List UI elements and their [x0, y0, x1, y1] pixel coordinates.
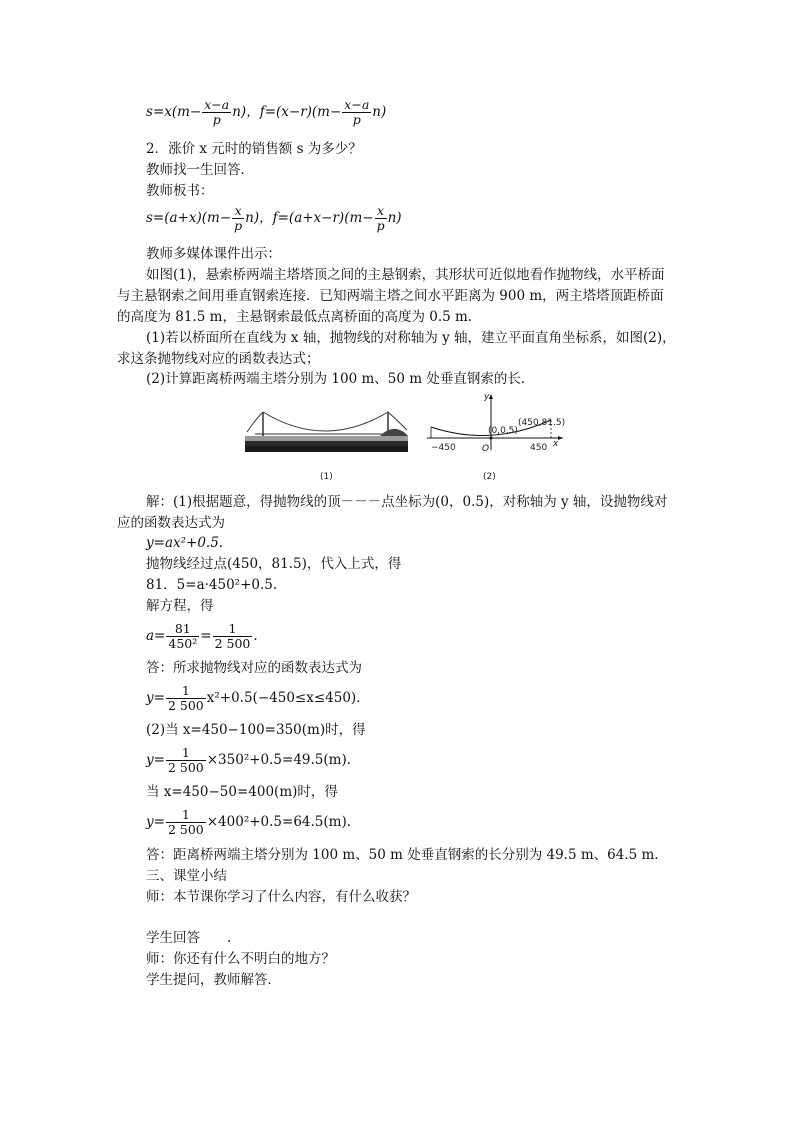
- fraction: $\frac{x}{p}$: [376, 203, 385, 233]
- text-line: 学生提问，教师解答．: [146, 972, 281, 988]
- solution-formula-y: y= $\frac{1}{2 500}$ x²+0.5(−450≤x≤450).: [146, 683, 361, 713]
- question-2: 2．涨价 x 元时的销售额 s 为多少？: [146, 141, 362, 157]
- axis-label: y: [484, 392, 490, 402]
- text-line: 学生回答 .: [146, 930, 232, 946]
- solution-line: (2)当 x=450−100=350(m)时，得: [146, 722, 366, 738]
- bridge-figure: [245, 388, 575, 493]
- fraction: $\frac{1}{2 500}$: [214, 621, 251, 651]
- text-line: 教师找一生回答．: [146, 162, 254, 178]
- problem-part-1: 求这条抛物线对应的函数表达式；: [117, 351, 320, 367]
- problem-part-2: (2)计算距离桥两端主塔分别为 100 m、50 m 处垂直钢索的长．: [146, 371, 535, 387]
- solution-line: 解方程，得: [146, 598, 214, 614]
- solution-line: 应的函数表达式为: [117, 515, 225, 531]
- problem-paragraph-line: 如图(1)，悬索桥两端主塔塔顶之间的主悬钢索，其形状可近似地看作抛物线，水平桥面: [146, 267, 665, 283]
- fraction: $\frac{1}{2 500}$: [167, 807, 204, 837]
- figure-caption: (1): [320, 472, 333, 482]
- formula-text: =x(m−: [152, 104, 202, 120]
- section-heading: 三、课堂小结: [146, 868, 227, 884]
- formula-2: s=(a+x)(m− $\frac{x}{p}$ n)，f=(a+x−r)(m− $\frac{x}{p}$ n): [146, 203, 402, 233]
- figure-caption: (2): [483, 472, 496, 482]
- solution-formula: y=ax²+0.5.: [146, 535, 224, 551]
- text-line: 师：本节课你学习了什么内容，有什么收获？: [146, 889, 416, 905]
- solution-formula-350: y= $\frac{1}{2 500}$ ×350²+0.5=49.5(m).: [146, 745, 352, 775]
- fraction: $\frac{1}{2 500}$: [167, 683, 204, 713]
- fraction: $\frac{x-a}{p}$: [344, 97, 370, 127]
- fraction: $\frac{1}{2 500}$: [167, 745, 204, 775]
- solution-line: 答：所求抛物线对应的函数表达式为: [146, 660, 362, 676]
- fraction: $\frac{x-a}{p}$: [204, 97, 230, 127]
- text-line: 师：你还有什么不明白的地方？: [146, 951, 335, 967]
- solution-line: 解：(1)根据题意，得抛物线的顶－－－点坐标为(0，0.5)，对称轴为 y 轴，设抛物线对: [146, 494, 668, 510]
- formula-1: [146, 98, 386, 127]
- solution-formula-a: a= $\frac{81}{\text{450²}}$ = $\frac{1}{2 500}$ .: [146, 621, 258, 651]
- point-label: (0,0.5): [488, 426, 518, 436]
- tick-label: 450: [530, 443, 548, 453]
- origin-label: O: [482, 444, 490, 454]
- text-line: 教师多媒体课件出示：: [146, 246, 281, 262]
- solution-formula: 81．5=a·450²+0.5.: [146, 577, 278, 593]
- formula-text: s: [146, 104, 153, 120]
- solution-line: 当 x=450−50=400(m)时，得: [146, 784, 338, 800]
- bridge-photo-and-graph: [245, 388, 575, 493]
- fraction: $\frac{81}{\text{450²}}$: [168, 621, 198, 651]
- problem-paragraph-line: 与主悬钢索之间用垂直钢索连接．已知两端主塔之间水平距离为 900 m，两主塔塔顶距桥面: [117, 288, 664, 304]
- axis-label: x: [553, 439, 559, 449]
- point-label: (450,81.5): [518, 418, 566, 428]
- formula-text: n)，f=(x−r)(m−: [232, 104, 342, 120]
- fraction: $\frac{x}{p}$: [234, 203, 243, 233]
- tick-label: −450: [431, 443, 456, 453]
- problem-paragraph-line: 的高度为 81.5 m，主悬钢索最低点离桥面的高度为 0.5 m.: [117, 309, 473, 325]
- solution-line: 抛物线经过点(450，81.5)，代入上式，得: [146, 556, 402, 572]
- answer-line: 答：距离桥两端主塔分别为 100 m、50 m 处垂直钢索的长分别为 49.5 m、64.5 m.: [146, 847, 659, 863]
- formula-text: n): [372, 104, 387, 120]
- text-line: 教师板书：: [146, 183, 214, 199]
- bridge-image: [245, 412, 408, 452]
- solution-formula-400: y= $\frac{1}{2 500}$ ×400²+0.5=64.5(m).: [146, 807, 352, 837]
- problem-part-1: (1)若以桥面所在直线为 x 轴，抛物线的对称轴为 y 轴，建立平面直角坐标系，如图(2)，: [146, 330, 676, 346]
